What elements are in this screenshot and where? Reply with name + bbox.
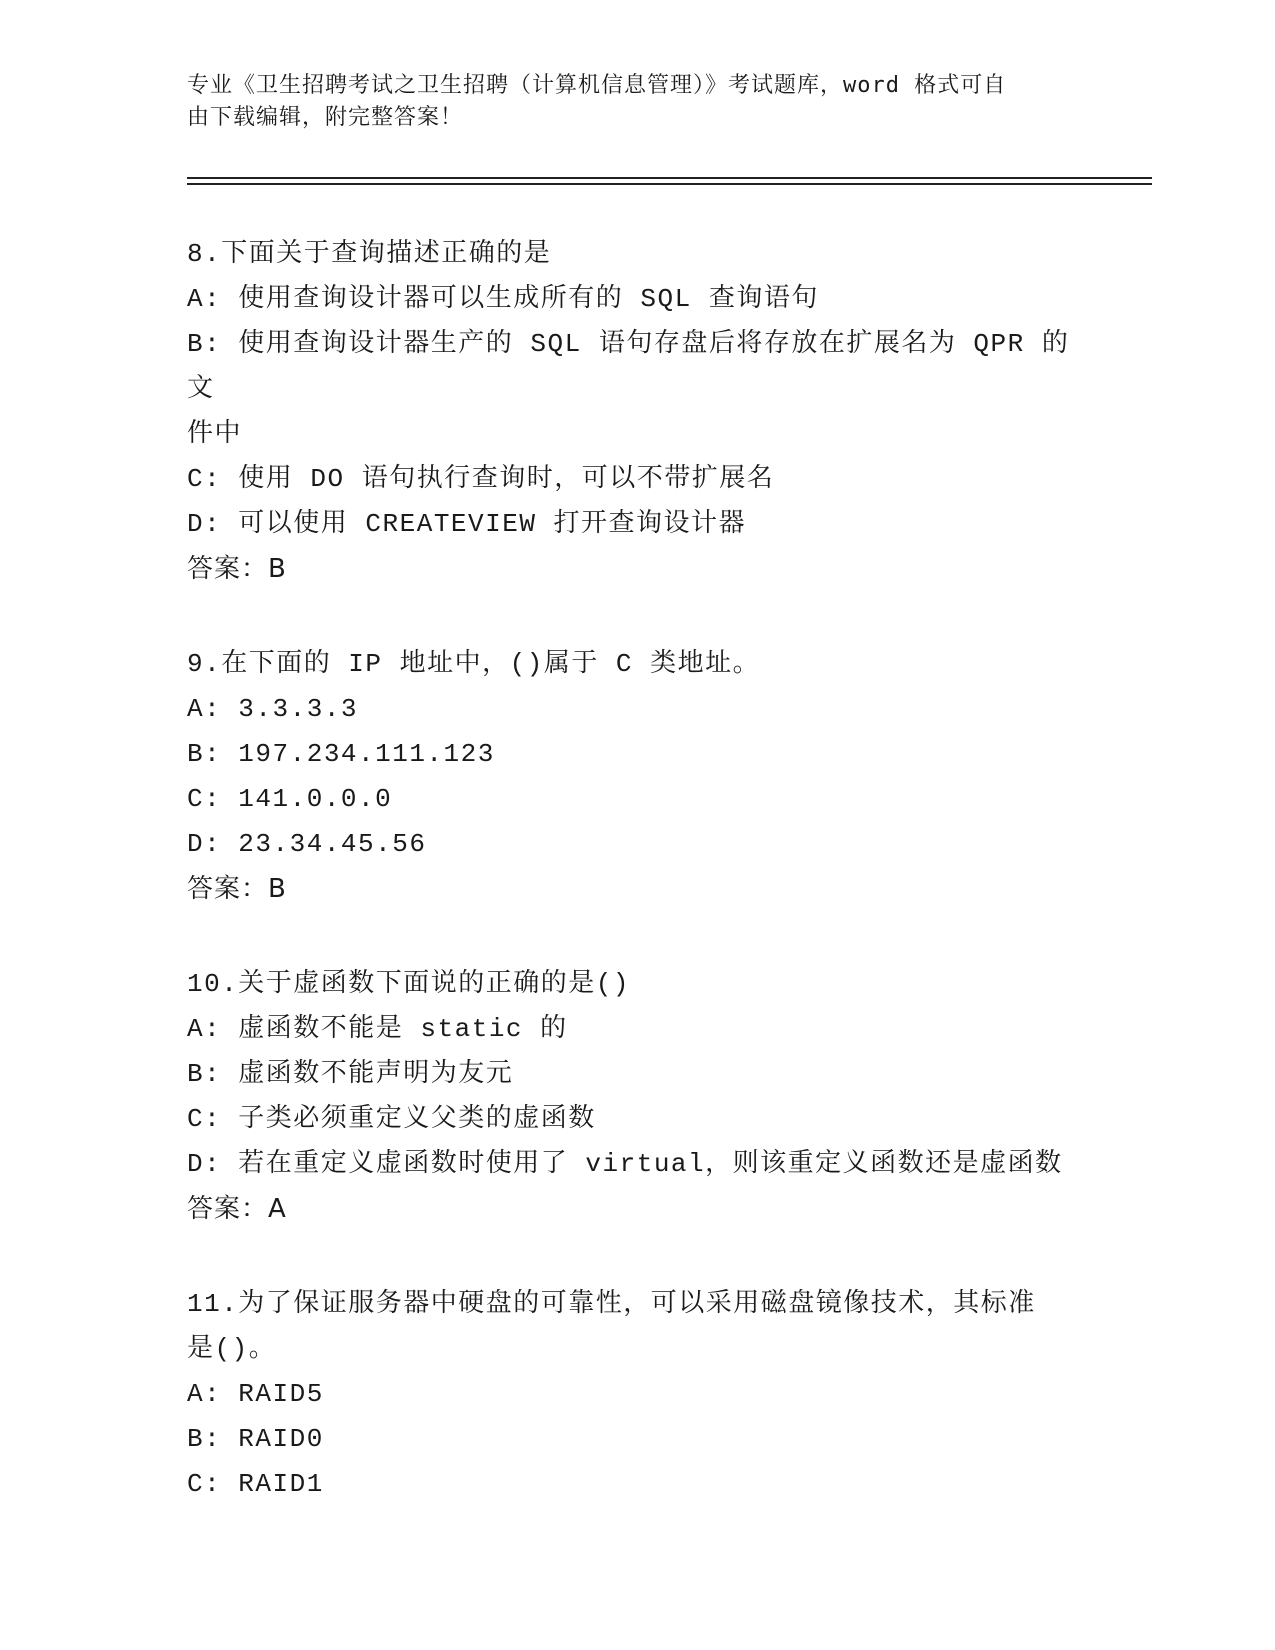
question-stem: 8.下面关于查询描述正确的是 bbox=[187, 239, 552, 269]
question-line: A: RAID5 bbox=[187, 1379, 324, 1409]
question-line: B: RAID0 bbox=[187, 1424, 324, 1454]
answer-line: 答案：A bbox=[187, 1194, 287, 1224]
question-line: A: 使用查询设计器可以生成所有的 SQL 查询语句 bbox=[187, 284, 819, 314]
question-line: B: 使用查询设计器生产的 SQL 语句存盘后将存放在扩展名为 QPR 的文 bbox=[187, 329, 1070, 404]
question-list bbox=[187, 232, 1087, 1557]
question-line: D: 23.34.45.56 bbox=[187, 829, 427, 859]
answer-line: 答案：B bbox=[187, 554, 287, 584]
question-stem: 9.在下面的 IP 地址中，()属于 C 类地址。 bbox=[187, 649, 761, 679]
document-intro bbox=[187, 70, 1067, 134]
intro-line: 专业《卫生招聘考试之卫生招聘（计算机信息管理）》考试题库，word 格式可自 bbox=[187, 73, 1007, 98]
header-divider-top bbox=[187, 177, 1152, 179]
question-line: C: 141.0.0.0 bbox=[187, 784, 393, 814]
question-block bbox=[187, 232, 1087, 592]
header-divider-bottom bbox=[187, 183, 1152, 185]
question-line: A: 虚函数不能是 static 的 bbox=[187, 1014, 568, 1044]
question-block bbox=[187, 642, 1087, 912]
question-block bbox=[187, 962, 1087, 1232]
question-line: A: 3.3.3.3 bbox=[187, 694, 359, 724]
question-line: D: 若在重定义虚函数时使用了 virtual，则该重定义函数还是虚函数 bbox=[187, 1149, 1063, 1179]
question-line: C: RAID1 bbox=[187, 1469, 324, 1499]
answer-line: 答案：B bbox=[187, 874, 287, 904]
question-stem: 10.关于虚函数下面说的正确的是() bbox=[187, 969, 631, 999]
intro-line: 由下载编辑，附完整答案！ bbox=[187, 105, 464, 130]
question-line: C: 使用 DO 语句执行查询时，可以不带扩展名 bbox=[187, 464, 775, 494]
question-line: 是()。 bbox=[187, 1334, 277, 1364]
question-block bbox=[187, 1282, 1087, 1507]
question-line: B: 虚函数不能声明为友元 bbox=[187, 1059, 514, 1089]
question-stem: 11.为了保证服务器中硬盘的可靠性，可以采用磁盘镜像技术，其标准 bbox=[187, 1289, 1036, 1319]
question-line: D: 可以使用 CREATEVIEW 打开查询设计器 bbox=[187, 509, 747, 539]
question-line: B: 197.234.111.123 bbox=[187, 739, 495, 769]
question-line: C: 子类必须重定义父类的虚函数 bbox=[187, 1104, 596, 1134]
question-line: 件中 bbox=[187, 419, 243, 449]
